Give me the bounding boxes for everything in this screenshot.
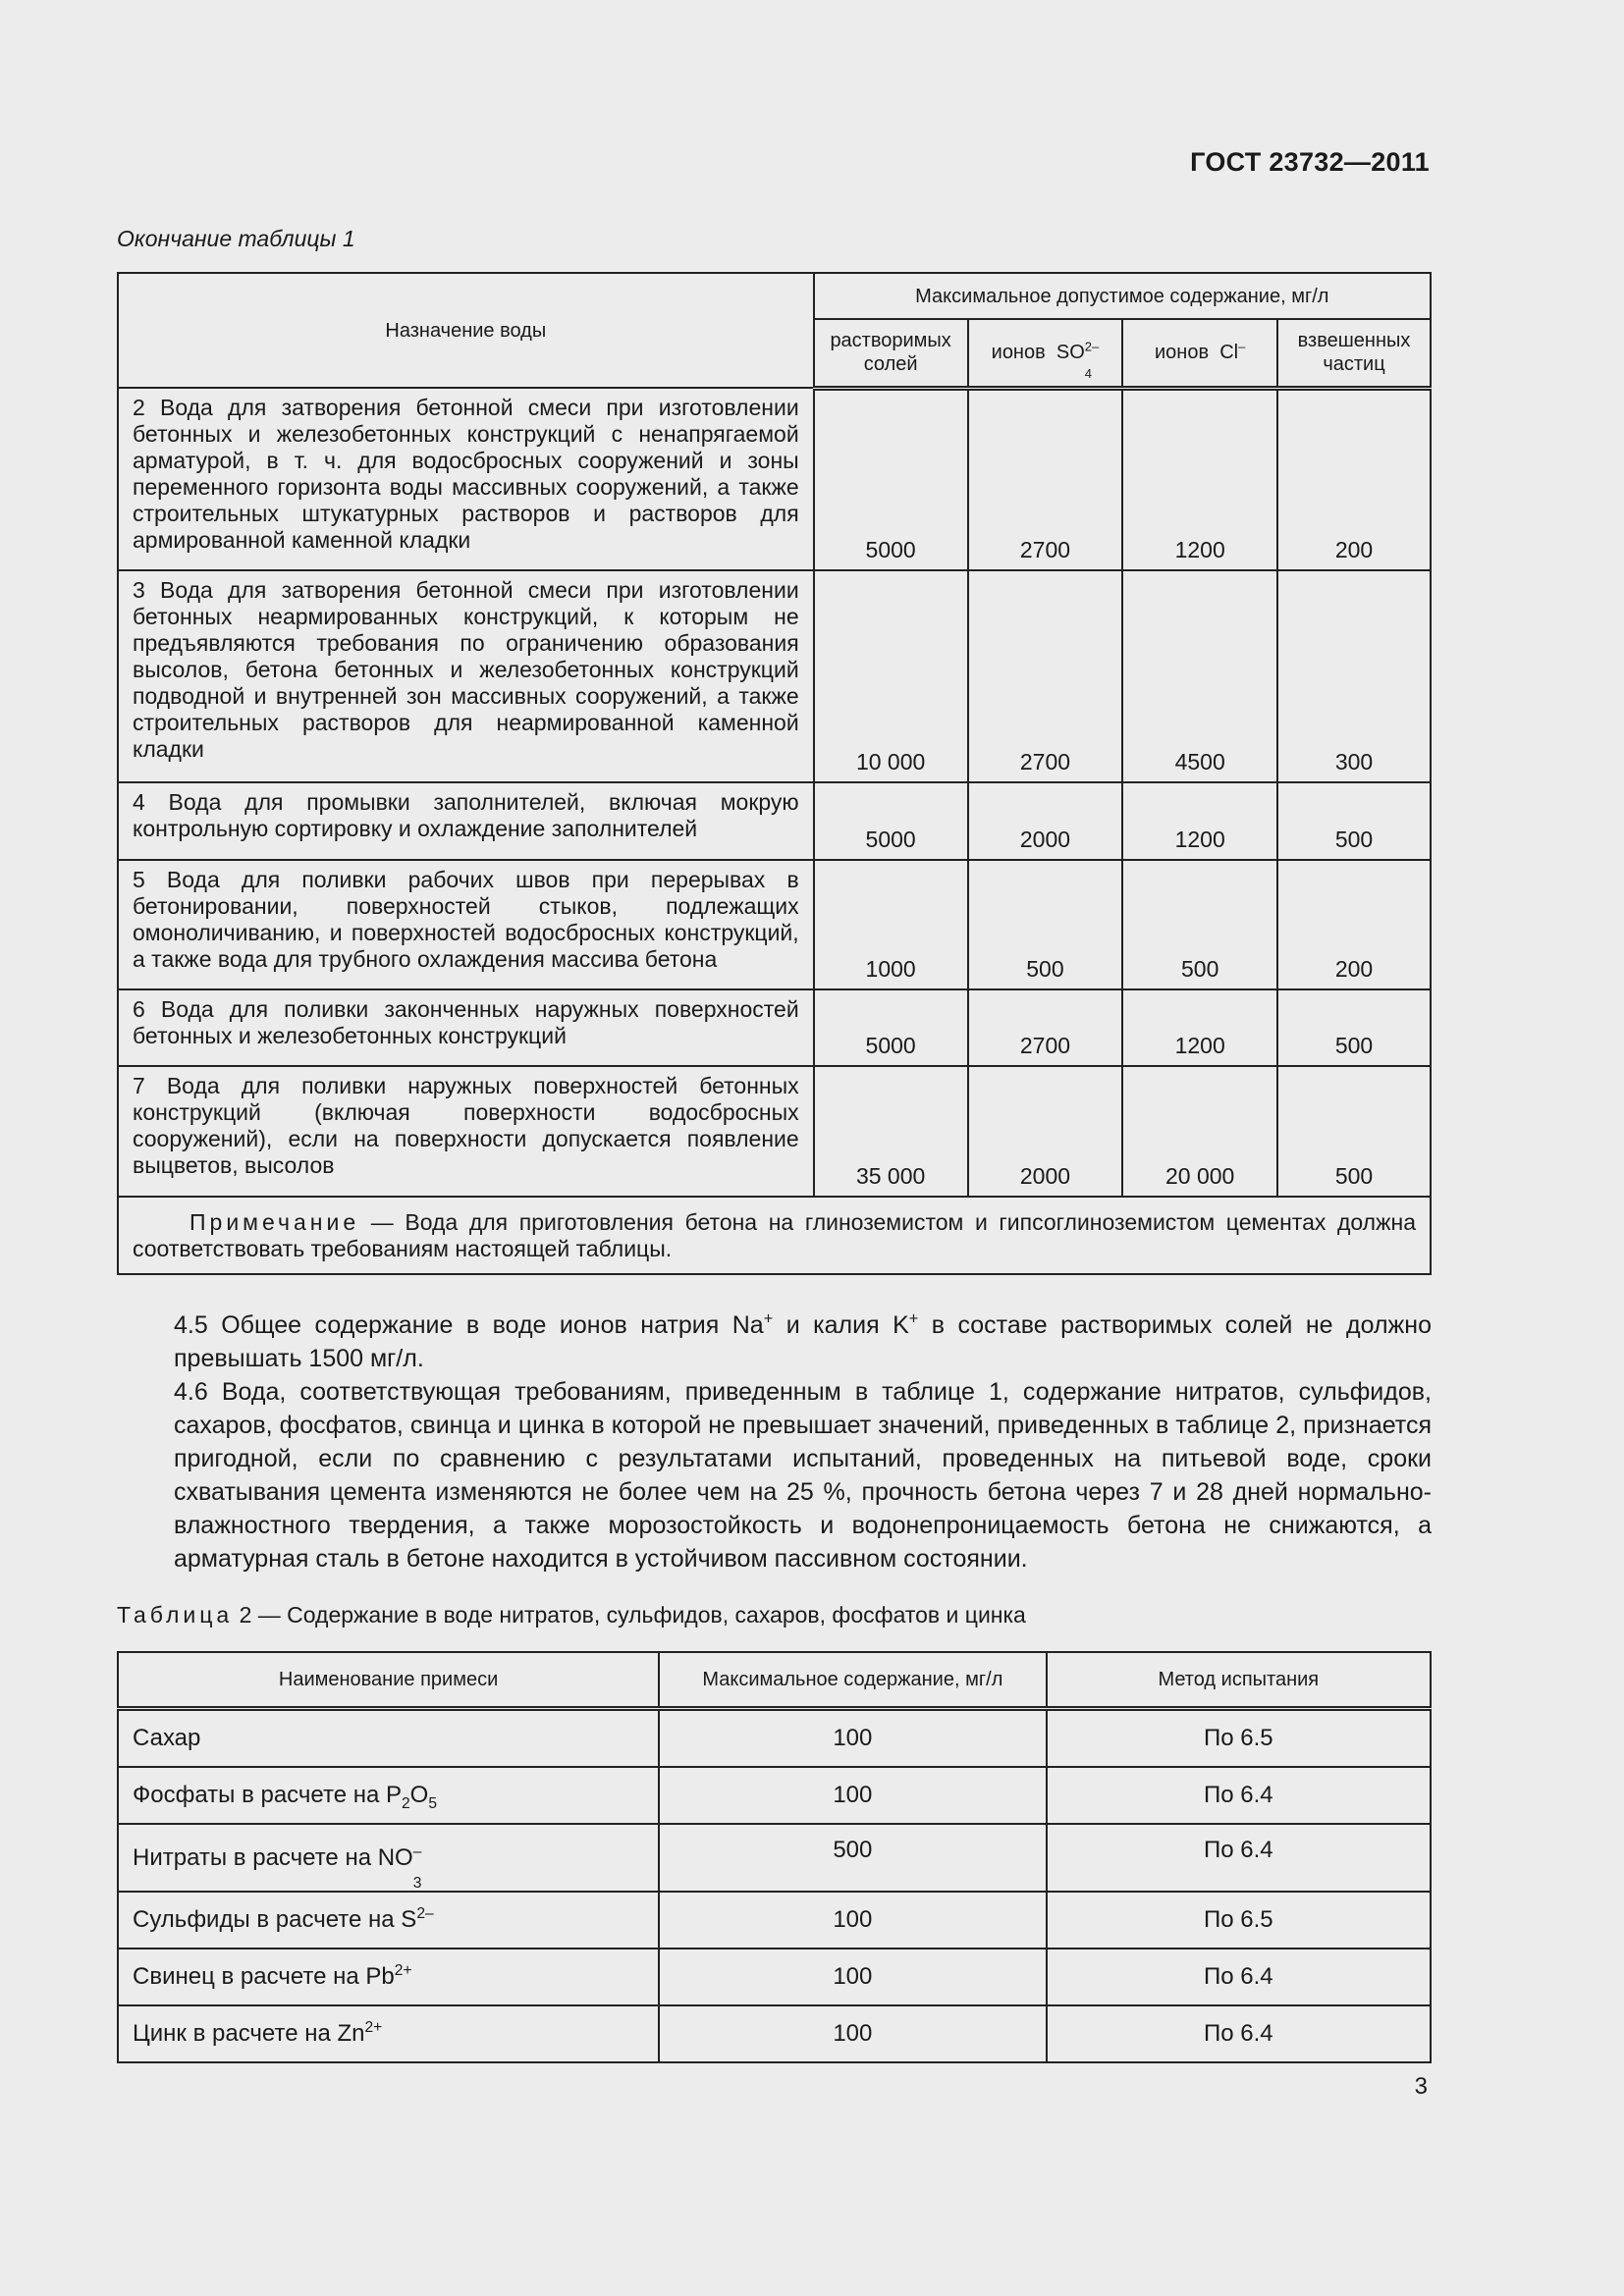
table1-cell-so4: 2700: [968, 388, 1123, 570]
table1-cell-particles: 500: [1277, 782, 1431, 860]
table1-header-so4: ионов $SO^{2-}$ 4: [968, 319, 1123, 388]
table1-caption: Окончание таблицы 1: [117, 226, 355, 251]
table-row: [118, 570, 1431, 782]
table1-cell-salts: 1000: [814, 860, 968, 989]
table1-row-desc: 2 Вода для затворения бетонной смеси при изготовлении бетонных и железобетонных конструкций с ненапрягаемой арматурой, в т. ч. для водосбросных сооружений и зоны переменного горизонта воды массивных сооружений, а также строительных штукатурных растворов и растворов для армированной каменной кладки: [118, 388, 814, 570]
paragraph-4-6: 4.6 Вода, соответствующая требованиям, приведенным в таблице 1, содержание нитратов, сульфидов, сахаров, фосфатов, свинца и цинка в которой не превышает значений, приведенных в таблице 2, признается пригодной, если по сравнению с результатами испытаний, проведенных на питьевой воде, сроки схватывания цемента изменяются не более чем на 25 %, прочность бетона через 7 и 28 дней нормально-влажностного твердения, а также морозостойкость и водонепроницаемость бетона не снижаются, а арматурная сталь в бетоне находится в устойчивом пассивном состоянии.: [174, 1378, 1432, 1573]
table2-cell-method: По 6.4: [1047, 1949, 1431, 2005]
table1-row-desc: 6 Вода для поливки законченных наружных поверхностей бетонных и железобетонных конструкций: [118, 989, 814, 1066]
table-row: [118, 1949, 1431, 2005]
table2-cell-name: Фосфаты в расчете на $P_2O_5$: [118, 1767, 659, 1824]
table2-cell-name: Сахар: [118, 1709, 659, 1768]
table1-cell-salts: 5000: [814, 782, 968, 860]
table1-cell-particles: 300: [1277, 570, 1431, 782]
table1-row-desc: 7 Вода для поливки наружных поверхностей бетонных конструкций (включая поверхности водосбросных сооружений), если на поверхности допускается появление выцветов, высолов: [118, 1066, 814, 1197]
table1-cell-salts: 5000: [814, 388, 968, 570]
table-row: [118, 1066, 1431, 1197]
table1: [117, 272, 1432, 1275]
table2-cell-name: Цинк в расчете на $Zn^{2+}$: [118, 2005, 659, 2062]
table1-cell-salts: 35 000: [814, 1066, 968, 1197]
table2-cell-max: 100: [659, 1892, 1046, 1949]
table1-header-purpose: Назначение воды: [118, 273, 814, 388]
table-row: [118, 2005, 1431, 2062]
table1-cell-so4: 2000: [968, 1066, 1123, 1197]
table2-cell-max: 100: [659, 1709, 1046, 1768]
table2-header-method: Метод испытания: [1047, 1652, 1431, 1709]
table-row: [118, 1892, 1431, 1949]
page-number: 3: [1414, 2073, 1428, 2100]
table1-cell-cl: 1200: [1122, 388, 1277, 570]
table2-cell-name: Свинец в расчете на $Pb^{2+}$: [118, 1949, 659, 2005]
table-row: [118, 989, 1431, 1066]
table2-header-name: Наименование примеси: [118, 1652, 659, 1709]
table1-cell-cl: 1200: [1122, 989, 1277, 1066]
table2-cell-method: По 6.4: [1047, 1767, 1431, 1824]
table1-row-desc: 5 Вода для поливки рабочих швов при перерывах в бетонировании, поверхностей стыков, подлежащих омоноличиванию, и поверхностей водосбросных конструкций, а также вода для трубного охлаждения массива бетона: [118, 860, 814, 989]
table-row: [118, 388, 1431, 570]
table2-cell-max: 100: [659, 2005, 1046, 2062]
table1-cell-salts: 10 000: [814, 570, 968, 782]
table1-cell-so4: 500: [968, 860, 1123, 989]
table2-cell-max: 100: [659, 1767, 1046, 1824]
table1-cell-so4: 2000: [968, 782, 1123, 860]
table1-header-cl: ионов Cl–: [1122, 319, 1277, 388]
table-row: [118, 782, 1431, 860]
table1-cell-particles: 500: [1277, 1066, 1431, 1197]
table1-cell-so4: 2700: [968, 570, 1123, 782]
table1-header-salts: растворимых солей: [814, 319, 968, 388]
table1-cell-cl: 500: [1122, 860, 1277, 989]
table1-header-group: Максимальное допустимое содержание, мг/л: [814, 273, 1431, 319]
table2-cell-name: Нитраты в расчете на NO– 3: [118, 1824, 659, 1892]
table-row: [118, 1767, 1431, 1824]
table2-cell-max: 100: [659, 1949, 1046, 2005]
table1-row-desc: 4 Вода для промывки заполнителей, включая мокрую контрольную сортировку и охлаждение заполнителей: [118, 782, 814, 860]
table2-header-max: Максимальное содержание, мг/л: [659, 1652, 1046, 1709]
table1-row-desc: 3 Вода для затворения бетонной смеси при изготовлении бетонных неармированных конструкций, к которым не предъявляются требования по ограничению образования высолов, бетона бетонных и железобетонных конструкций подводной и внутренней зон массивных сооружений, а также строительных растворов для неармированной каменной кладки: [118, 570, 814, 782]
table-row: [118, 1824, 1431, 1892]
table2-cell-method: По 6.5: [1047, 1892, 1431, 1949]
table1-cell-particles: 500: [1277, 989, 1431, 1066]
document-code: ГОСТ 23732—2011: [1190, 147, 1430, 177]
table2: [117, 1651, 1432, 2063]
table2-cell-method: По 6.4: [1047, 2005, 1431, 2062]
paragraph-4-5: 4.5 Общее содержание в воде ионов натрия Na+ и калия K+ в составе растворимых солей не должно превышать 1500 мг/л.: [174, 1309, 1432, 1372]
table2-cell-max: 500: [659, 1824, 1046, 1892]
table-row: [118, 1709, 1431, 1768]
table1-cell-particles: 200: [1277, 860, 1431, 989]
table1-cell-salts: 5000: [814, 989, 968, 1066]
table1-cell-cl: 20 000: [1122, 1066, 1277, 1197]
table-row: [118, 860, 1431, 989]
table2-cell-name: Сульфиды в расчете на $S^{2-}$: [118, 1892, 659, 1949]
table1-cell-so4: 2700: [968, 989, 1123, 1066]
table2-caption: Таблица 2 — Содержание в воде нитратов, сульфидов, сахаров, фосфатов и цинка: [117, 1602, 1026, 1628]
table2-cell-method: По 6.5: [1047, 1709, 1431, 1768]
table1-cell-particles: 200: [1277, 388, 1431, 570]
table1-cell-cl: 4500: [1122, 570, 1277, 782]
table1-header-particles: взвешенных частиц: [1277, 319, 1431, 388]
table1-cell-cl: 1200: [1122, 782, 1277, 860]
table1-note: Примечание — Вода для приготовления бетона на глиноземистом и гипсоглиноземистом цементах должна соответствовать требованиям настоящей таблицы.: [118, 1197, 1431, 1274]
table2-cell-method: По 6.4: [1047, 1824, 1431, 1892]
